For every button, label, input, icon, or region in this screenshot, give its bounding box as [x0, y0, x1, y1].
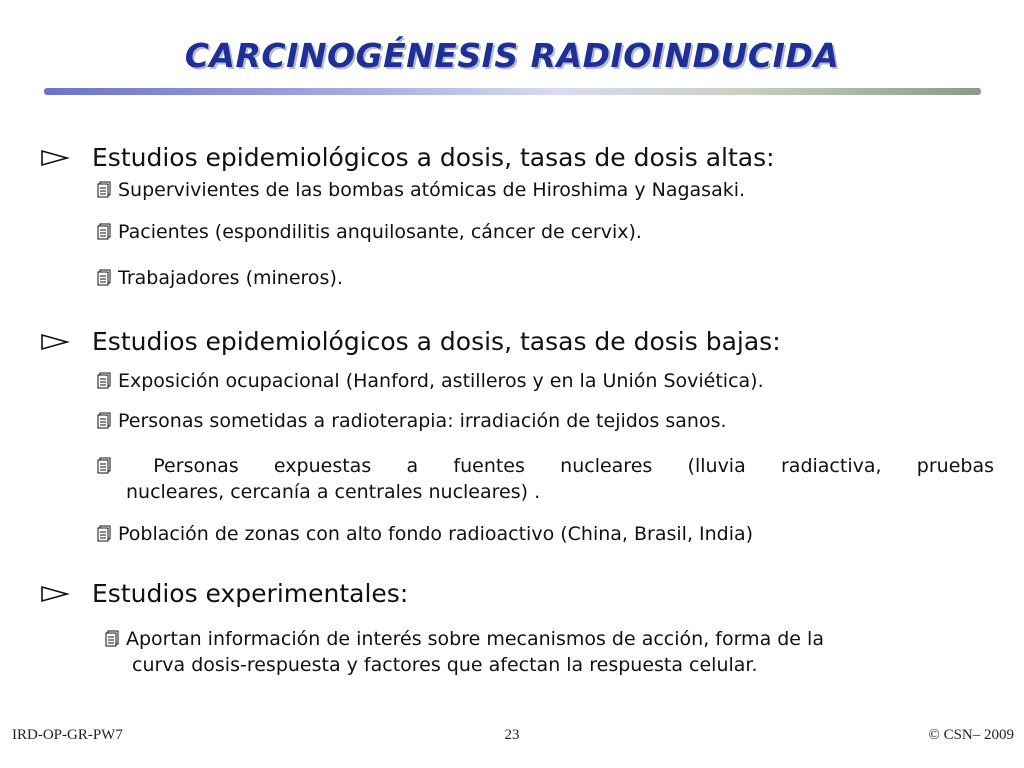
section-heading-text: Estudios epidemiológicos a dosis, tasas de dosis bajas: — [92, 327, 781, 356]
page-stack-icon — [96, 269, 112, 286]
footer-copyright: © CSN– 2009 — [928, 727, 1014, 743]
list-item-text: Trabajadores (mineros). — [118, 267, 343, 289]
page-stack-icon — [96, 181, 112, 198]
slide-title: CARCINOGÉNESIS RADIOINDUCIDA — [184, 36, 840, 75]
list-item — [96, 219, 996, 245]
list-item-text: Aportan información de interés sobre mecanismos de acción, forma de la — [126, 628, 824, 650]
list-item-text-continued: curva dosis-respuesta y factores que afectan la respuesta celular. — [132, 654, 758, 676]
page-stack-icon — [96, 372, 112, 389]
triangle-arrow-icon — [40, 333, 70, 351]
list-item-line — [104, 626, 1004, 652]
list-item — [96, 265, 996, 291]
triangle-arrow-icon — [40, 585, 70, 603]
page-stack-icon — [96, 412, 112, 429]
page-stack-icon — [96, 457, 112, 474]
section-heading-text: Estudios epidemiológicos a dosis, tasas de dosis altas: — [92, 143, 775, 172]
section-heading-text: Estudios experimentales: — [92, 579, 409, 608]
list-item — [96, 177, 996, 203]
list-item-text: Pacientes (espondilitis anquilosante, cáncer de cervix). — [118, 221, 642, 243]
footer-document-code: IRD-OP-GR-PW7 — [12, 727, 123, 743]
page-stack-icon — [96, 223, 112, 240]
list-item-text: Población de zonas con alto fondo radioactivo (China, Brasil, India) — [118, 523, 754, 545]
footer-page-number: 23 — [504, 727, 520, 743]
page-stack-icon — [96, 525, 112, 542]
page-stack-icon — [104, 630, 120, 647]
list-item-text: Personas expuestas a fuentes nucleares (lluvia radiactiva, pruebas — [153, 455, 995, 477]
list-item — [104, 626, 1004, 678]
list-item-line — [96, 453, 994, 479]
triangle-arrow-icon — [40, 149, 70, 167]
list-item-text: Exposición ocupacional (Hanford, astilleros y en la Unión Soviética). — [118, 370, 764, 392]
list-item-text: Personas sometidas a radioterapia: irradiación de tejidos sanos. — [118, 410, 727, 432]
list-item — [96, 368, 996, 394]
list-item — [96, 408, 996, 434]
list-item-text-continued: nucleares, cercanía a centrales nucleares) . — [126, 481, 541, 503]
list-item — [96, 521, 996, 547]
list-item — [96, 453, 994, 505]
title-underline-rule — [44, 88, 981, 95]
list-item-text: Supervivientes de las bombas atómicas de Hiroshima y Nagasaki. — [118, 179, 746, 201]
